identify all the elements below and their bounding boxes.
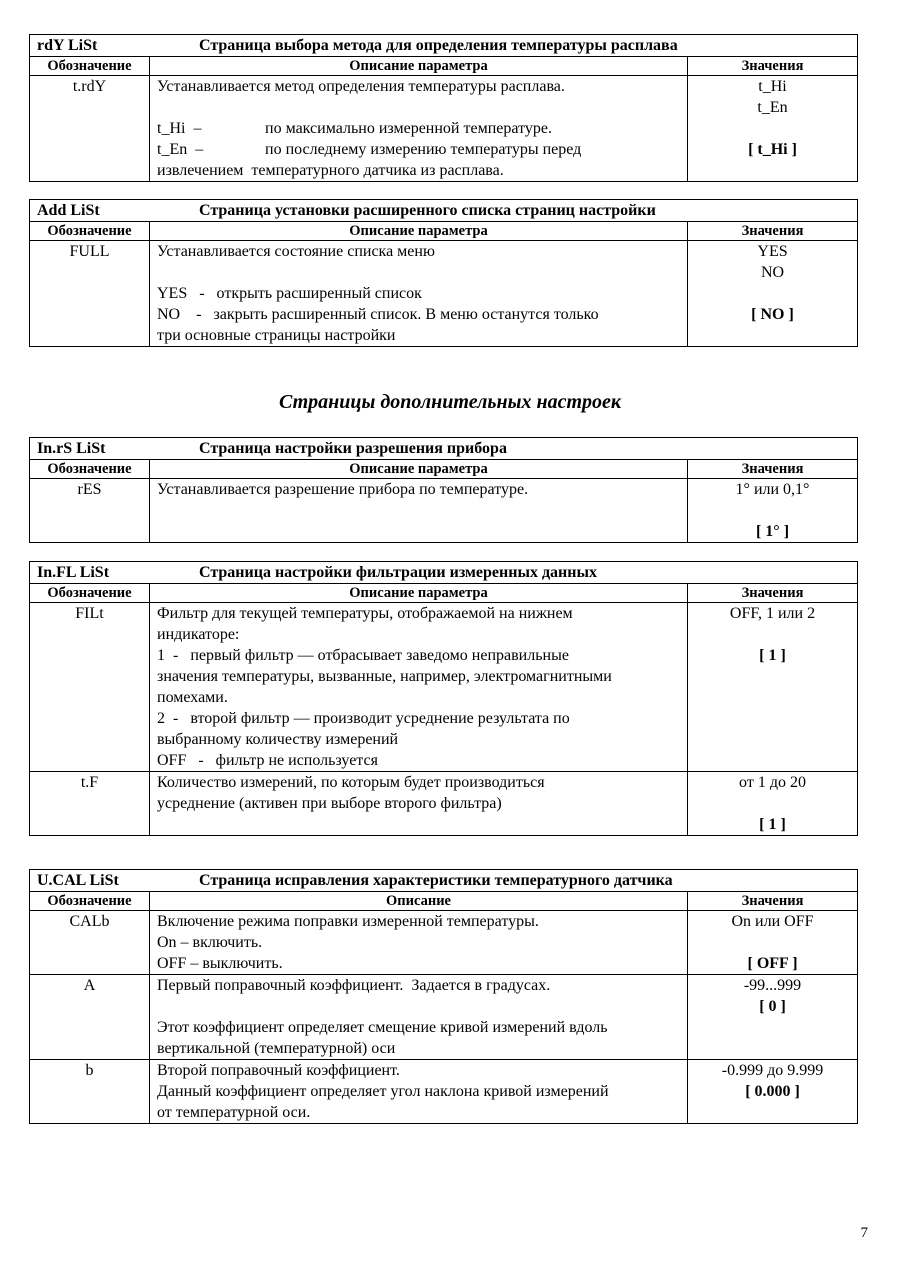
table-title xyxy=(30,200,858,222)
param-code: FILt xyxy=(30,603,150,772)
param-values: 1° или 0,1° [ 1° ] xyxy=(688,479,858,543)
param-description: Устанавливается разрешение прибора по температуре. xyxy=(150,479,688,543)
param-description: Первый поправочный коэффициент. Задается в градусах. Этот коэффициент определяет смещение кривой измерений вдоль вертикальной (температурной) оси xyxy=(150,975,688,1060)
header-description: Описание параметра xyxy=(150,584,688,603)
table-row xyxy=(30,241,858,347)
header-designation: Обозначение xyxy=(30,892,150,911)
table-inrs-list xyxy=(29,437,858,543)
table-title xyxy=(30,562,858,584)
page-number: 7 xyxy=(860,1225,868,1241)
param-code: t.rdY xyxy=(30,76,150,182)
default-value: [ 1° ] xyxy=(755,523,790,540)
table-row xyxy=(30,1060,858,1124)
table-row xyxy=(30,975,858,1060)
header-designation: Обозначение xyxy=(30,57,150,76)
param-code: A xyxy=(30,975,150,1060)
default-value: [ NO ] xyxy=(751,306,794,323)
default-value: [ OFF ] xyxy=(747,955,798,972)
header-description: Описание параметра xyxy=(150,222,688,241)
param-values: -99...999 [ 0 ] xyxy=(688,975,858,1060)
table-infl-list xyxy=(29,561,858,836)
header-values: Значения xyxy=(688,892,858,911)
table-ucal-list xyxy=(29,869,858,1124)
param-description: Второй поправочный коэффициент. Данный коэффициент определяет угол наклона кривой измерений от температурной оси. xyxy=(150,1060,688,1124)
default-value: [ 0 ] xyxy=(759,998,786,1015)
list-code: In.FL LiSt xyxy=(37,564,110,581)
header-description: Описание параметра xyxy=(150,57,688,76)
list-code: U.CAL LiSt xyxy=(37,872,119,889)
param-values: -0.999 до 9.999 [ 0.000 ] xyxy=(688,1060,858,1124)
table-title xyxy=(30,35,858,57)
param-code: FULL xyxy=(30,241,150,347)
table-title xyxy=(30,438,858,460)
default-value: [ 1 ] xyxy=(759,816,786,833)
table-row xyxy=(30,479,858,543)
header-values: Значения xyxy=(688,222,858,241)
list-title: Страница настройки разрешения прибора xyxy=(199,440,507,457)
list-title: Страница выбора метода для определения температуры расплава xyxy=(199,37,678,54)
param-code: b xyxy=(30,1060,150,1124)
table-add-list xyxy=(29,199,858,347)
param-values: On или OFF [ OFF ] xyxy=(688,911,858,975)
header-description: Описание параметра xyxy=(150,460,688,479)
table-row xyxy=(30,911,858,975)
list-title: Страница исправления характеристики температурного датчика xyxy=(199,872,673,889)
table-rdy-list xyxy=(29,34,858,182)
default-value: [ 1 ] xyxy=(759,647,786,664)
param-description: Фильтр для текущей температуры, отображаемой на нижнем индикаторе: 1 - первый фильтр — отбрасывает заведомо неправильные значения температуры, вызванные, например, электромагнитными помехами. 2 - второй фильтр — производит усреднение результата по выбранному количеству измерений OFF - фильтр не используется xyxy=(150,603,688,772)
param-description: Устанавливается состояние списка меню YES - открыть расширенный список NO - закрыть расширенный список. В меню останутся только три основные страницы настройки xyxy=(150,241,688,347)
list-code: Add LiSt xyxy=(37,202,100,219)
header-designation: Обозначение xyxy=(30,584,150,603)
param-code: t.F xyxy=(30,772,150,836)
list-title: Страница настройки фильтрации измеренных данных xyxy=(199,564,597,581)
table-title xyxy=(30,870,858,892)
param-code: CALb xyxy=(30,911,150,975)
header-designation: Обозначение xyxy=(30,460,150,479)
param-values: от 1 до 20 [ 1 ] xyxy=(688,772,858,836)
header-values: Значения xyxy=(688,57,858,76)
table-row xyxy=(30,76,858,182)
section-title: Страницы дополнительных настроек xyxy=(278,391,622,413)
list-title: Страница установки расширенного списка страниц настройки xyxy=(199,202,656,219)
param-description: Количество измерений, по которым будет производиться усреднение (активен при выборе второго фильтра) xyxy=(150,772,688,836)
header-designation: Обозначение xyxy=(30,222,150,241)
header-values: Значения xyxy=(688,584,858,603)
header-values: Значения xyxy=(688,460,858,479)
param-description: Включение режима поправки измеренной температуры. On – включить. OFF – выключить. xyxy=(150,911,688,975)
param-values: OFF, 1 или 2 [ 1 ] xyxy=(688,603,858,772)
param-description: Устанавливается метод определения температуры расплава. t_Hi – по максимально измеренной температуре. t_En – по последнему измерению температуры перед извлечением температурного датчика из расплава. xyxy=(150,76,688,182)
list-code: rdY LiSt xyxy=(37,37,98,54)
header-description: Описание xyxy=(150,892,688,911)
param-values: YES NO [ NO ] xyxy=(688,241,858,347)
param-code: rES xyxy=(30,479,150,543)
default-value: [ t_Hi ] xyxy=(748,141,797,158)
default-value: [ 0.000 ] xyxy=(745,1083,800,1100)
list-code: In.rS LiSt xyxy=(37,440,106,457)
param-values: t_Hi t_En [ t_Hi ] xyxy=(688,76,858,182)
table-row xyxy=(30,603,858,772)
table-row xyxy=(30,772,858,836)
